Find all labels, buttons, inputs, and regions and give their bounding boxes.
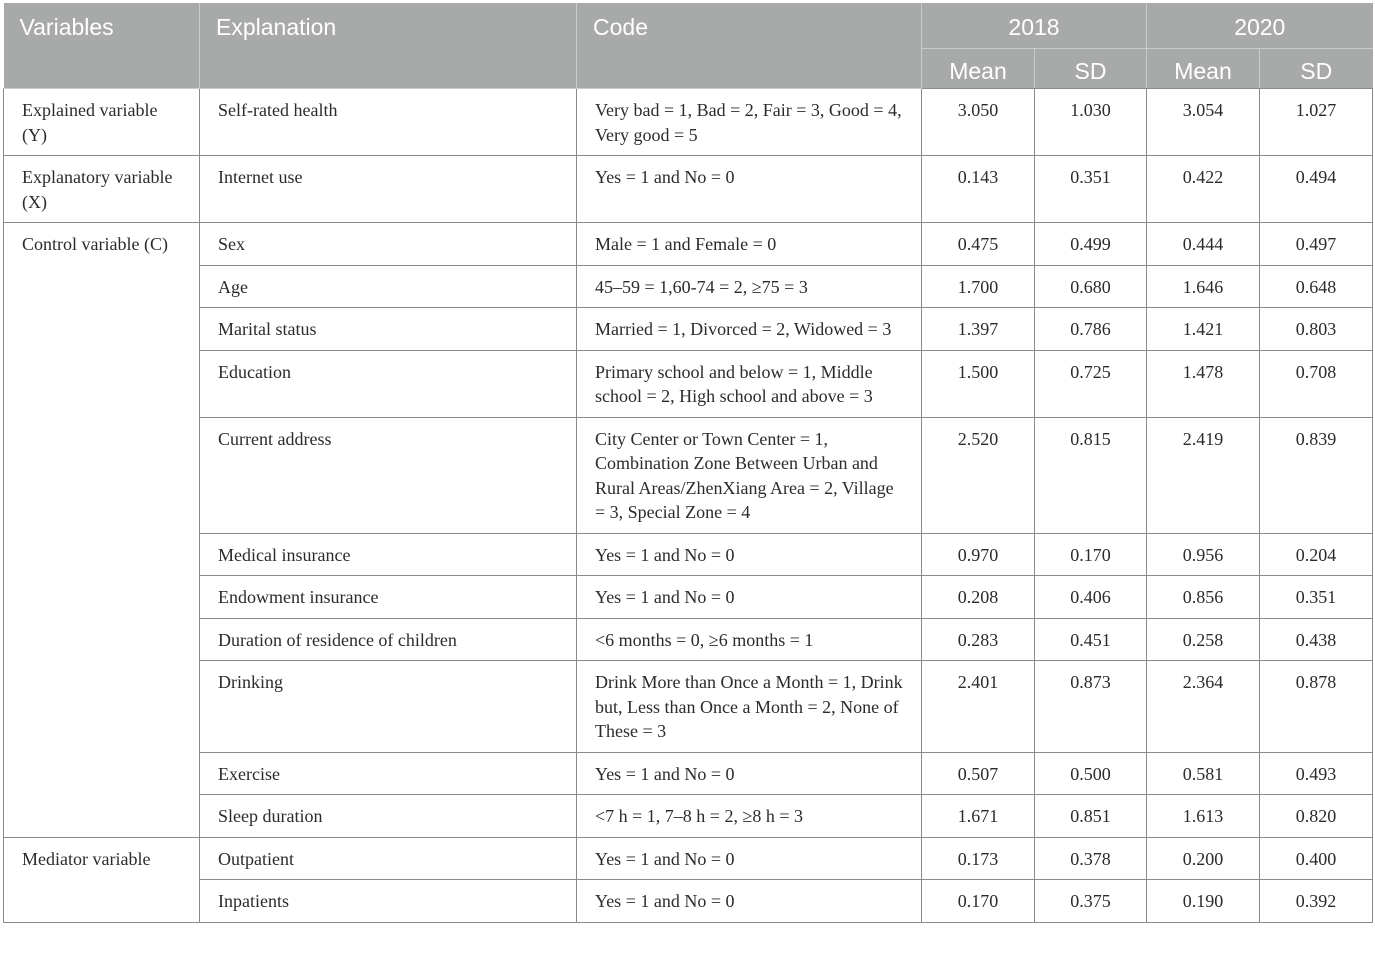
code-cell: Yes = 1 and No = 0 <box>577 837 922 880</box>
table-row <box>4 752 1373 795</box>
header-sd-2018: SD <box>1035 49 1147 89</box>
sd-2020-cell: 0.351 <box>1260 576 1373 619</box>
group-cell: Mediator variable <box>4 837 200 922</box>
mean-2018-cell: 0.283 <box>922 618 1035 661</box>
mean-2020-cell: 1.421 <box>1147 308 1260 351</box>
code-cell: 45–59 = 1,60-74 = 2, ≥75 = 3 <box>577 265 922 308</box>
header-code: Code <box>577 3 922 89</box>
group-cell: Control variable (C) <box>4 223 200 838</box>
code-cell: <6 months = 0, ≥6 months = 1 <box>577 618 922 661</box>
mean-2020-cell: 0.200 <box>1147 837 1260 880</box>
mean-2020-cell: 0.258 <box>1147 618 1260 661</box>
mean-2020-cell: 0.581 <box>1147 752 1260 795</box>
mean-2020-cell: 2.419 <box>1147 417 1260 533</box>
mean-2018-cell: 2.401 <box>922 661 1035 753</box>
mean-2018-cell: 3.050 <box>922 89 1035 156</box>
explanation-cell: Duration of residence of children <box>200 618 577 661</box>
sd-2020-cell: 1.027 <box>1260 89 1373 156</box>
sd-2018-cell: 0.170 <box>1035 533 1147 576</box>
mean-2018-cell: 0.173 <box>922 837 1035 880</box>
mean-2020-cell: 0.856 <box>1147 576 1260 619</box>
sd-2018-cell: 0.351 <box>1035 156 1147 223</box>
sd-2018-cell: 0.378 <box>1035 837 1147 880</box>
sd-2020-cell: 0.400 <box>1260 837 1373 880</box>
descriptive-statistics-table <box>3 3 1373 923</box>
explanation-cell: Endowment insurance <box>200 576 577 619</box>
mean-2018-cell: 0.970 <box>922 533 1035 576</box>
mean-2018-cell: 2.520 <box>922 417 1035 533</box>
explanation-cell: Age <box>200 265 577 308</box>
code-cell: Very bad = 1, Bad = 2, Fair = 3, Good = 4, Very good = 5 <box>577 89 922 156</box>
table-row <box>4 350 1373 417</box>
mean-2018-cell: 0.507 <box>922 752 1035 795</box>
explanation-cell: Drinking <box>200 661 577 753</box>
header-explanation: Explanation <box>200 3 577 89</box>
mean-2020-cell: 1.613 <box>1147 795 1260 838</box>
sd-2020-cell: 0.648 <box>1260 265 1373 308</box>
mean-2020-cell: 1.646 <box>1147 265 1260 308</box>
code-cell: Yes = 1 and No = 0 <box>577 752 922 795</box>
mean-2018-cell: 0.475 <box>922 223 1035 266</box>
table-row <box>4 265 1373 308</box>
code-cell: City Center or Town Center = 1, Combination Zone Between Urban and Rural Areas/ZhenXiang Area = 2, Village = 3, Special Zone = 4 <box>577 417 922 533</box>
header-mean-2020: Mean <box>1147 49 1260 89</box>
group-cell: Explained variable (Y) <box>4 89 200 156</box>
sd-2018-cell: 0.786 <box>1035 308 1147 351</box>
group-cell: Explanatory variable (X) <box>4 156 200 223</box>
sd-2018-cell: 0.499 <box>1035 223 1147 266</box>
sd-2018-cell: 0.873 <box>1035 661 1147 753</box>
mean-2020-cell: 0.190 <box>1147 880 1260 923</box>
mean-2018-cell: 0.170 <box>922 880 1035 923</box>
mean-2018-cell: 1.671 <box>922 795 1035 838</box>
header-year-2020: 2020 <box>1147 3 1373 49</box>
sd-2020-cell: 0.878 <box>1260 661 1373 753</box>
mean-2020-cell: 2.364 <box>1147 661 1260 753</box>
mean-2018-cell: 0.208 <box>922 576 1035 619</box>
code-cell: Primary school and below = 1, Middle school = 2, High school and above = 3 <box>577 350 922 417</box>
mean-2018-cell: 1.500 <box>922 350 1035 417</box>
table-row <box>4 89 1373 156</box>
sd-2018-cell: 0.851 <box>1035 795 1147 838</box>
table-row <box>4 308 1373 351</box>
mean-2020-cell: 3.054 <box>1147 89 1260 156</box>
header-year-2018: 2018 <box>922 3 1147 49</box>
sd-2018-cell: 0.406 <box>1035 576 1147 619</box>
table-row <box>4 795 1373 838</box>
sd-2020-cell: 0.392 <box>1260 880 1373 923</box>
explanation-cell: Sex <box>200 223 577 266</box>
sd-2018-cell: 0.451 <box>1035 618 1147 661</box>
sd-2018-cell: 0.680 <box>1035 265 1147 308</box>
code-cell: Yes = 1 and No = 0 <box>577 576 922 619</box>
explanation-cell: Outpatient <box>200 837 577 880</box>
table-row <box>4 576 1373 619</box>
explanation-cell: Inpatients <box>200 880 577 923</box>
code-cell: Male = 1 and Female = 0 <box>577 223 922 266</box>
sd-2020-cell: 0.820 <box>1260 795 1373 838</box>
sd-2018-cell: 0.500 <box>1035 752 1147 795</box>
code-cell: Yes = 1 and No = 0 <box>577 156 922 223</box>
mean-2020-cell: 0.956 <box>1147 533 1260 576</box>
table-row <box>4 417 1373 533</box>
sd-2020-cell: 0.708 <box>1260 350 1373 417</box>
code-cell: Yes = 1 and No = 0 <box>577 880 922 923</box>
sd-2020-cell: 0.438 <box>1260 618 1373 661</box>
table-row <box>4 618 1373 661</box>
sd-2018-cell: 0.815 <box>1035 417 1147 533</box>
table-row <box>4 880 1373 923</box>
code-cell: Yes = 1 and No = 0 <box>577 533 922 576</box>
table-row <box>4 156 1373 223</box>
table-row <box>4 837 1373 880</box>
header-variables: Variables <box>4 3 200 89</box>
mean-2018-cell: 0.143 <box>922 156 1035 223</box>
mean-2020-cell: 1.478 <box>1147 350 1260 417</box>
table-row <box>4 223 1373 266</box>
sd-2020-cell: 0.803 <box>1260 308 1373 351</box>
code-cell: <7 h = 1, 7–8 h = 2, ≥8 h = 3 <box>577 795 922 838</box>
mean-2018-cell: 1.397 <box>922 308 1035 351</box>
sd-2020-cell: 0.839 <box>1260 417 1373 533</box>
mean-2020-cell: 0.444 <box>1147 223 1260 266</box>
sd-2020-cell: 0.204 <box>1260 533 1373 576</box>
code-cell: Married = 1, Divorced = 2, Widowed = 3 <box>577 308 922 351</box>
explanation-cell: Education <box>200 350 577 417</box>
explanation-cell: Medical insurance <box>200 533 577 576</box>
header-mean-2018: Mean <box>922 49 1035 89</box>
explanation-cell: Current address <box>200 417 577 533</box>
sd-2018-cell: 0.725 <box>1035 350 1147 417</box>
explanation-cell: Internet use <box>200 156 577 223</box>
mean-2020-cell: 0.422 <box>1147 156 1260 223</box>
header-sd-2020: SD <box>1260 49 1373 89</box>
mean-2018-cell: 1.700 <box>922 265 1035 308</box>
table-row <box>4 661 1373 753</box>
sd-2018-cell: 0.375 <box>1035 880 1147 923</box>
sd-2020-cell: 0.497 <box>1260 223 1373 266</box>
sd-2020-cell: 0.494 <box>1260 156 1373 223</box>
code-cell: Drink More than Once a Month = 1, Drink but, Less than Once a Month = 2, None of These = 3 <box>577 661 922 753</box>
sd-2020-cell: 0.493 <box>1260 752 1373 795</box>
table-row <box>4 533 1373 576</box>
sd-2018-cell: 1.030 <box>1035 89 1147 156</box>
explanation-cell: Exercise <box>200 752 577 795</box>
explanation-cell: Sleep duration <box>200 795 577 838</box>
explanation-cell: Self-rated health <box>200 89 577 156</box>
explanation-cell: Marital status <box>200 308 577 351</box>
